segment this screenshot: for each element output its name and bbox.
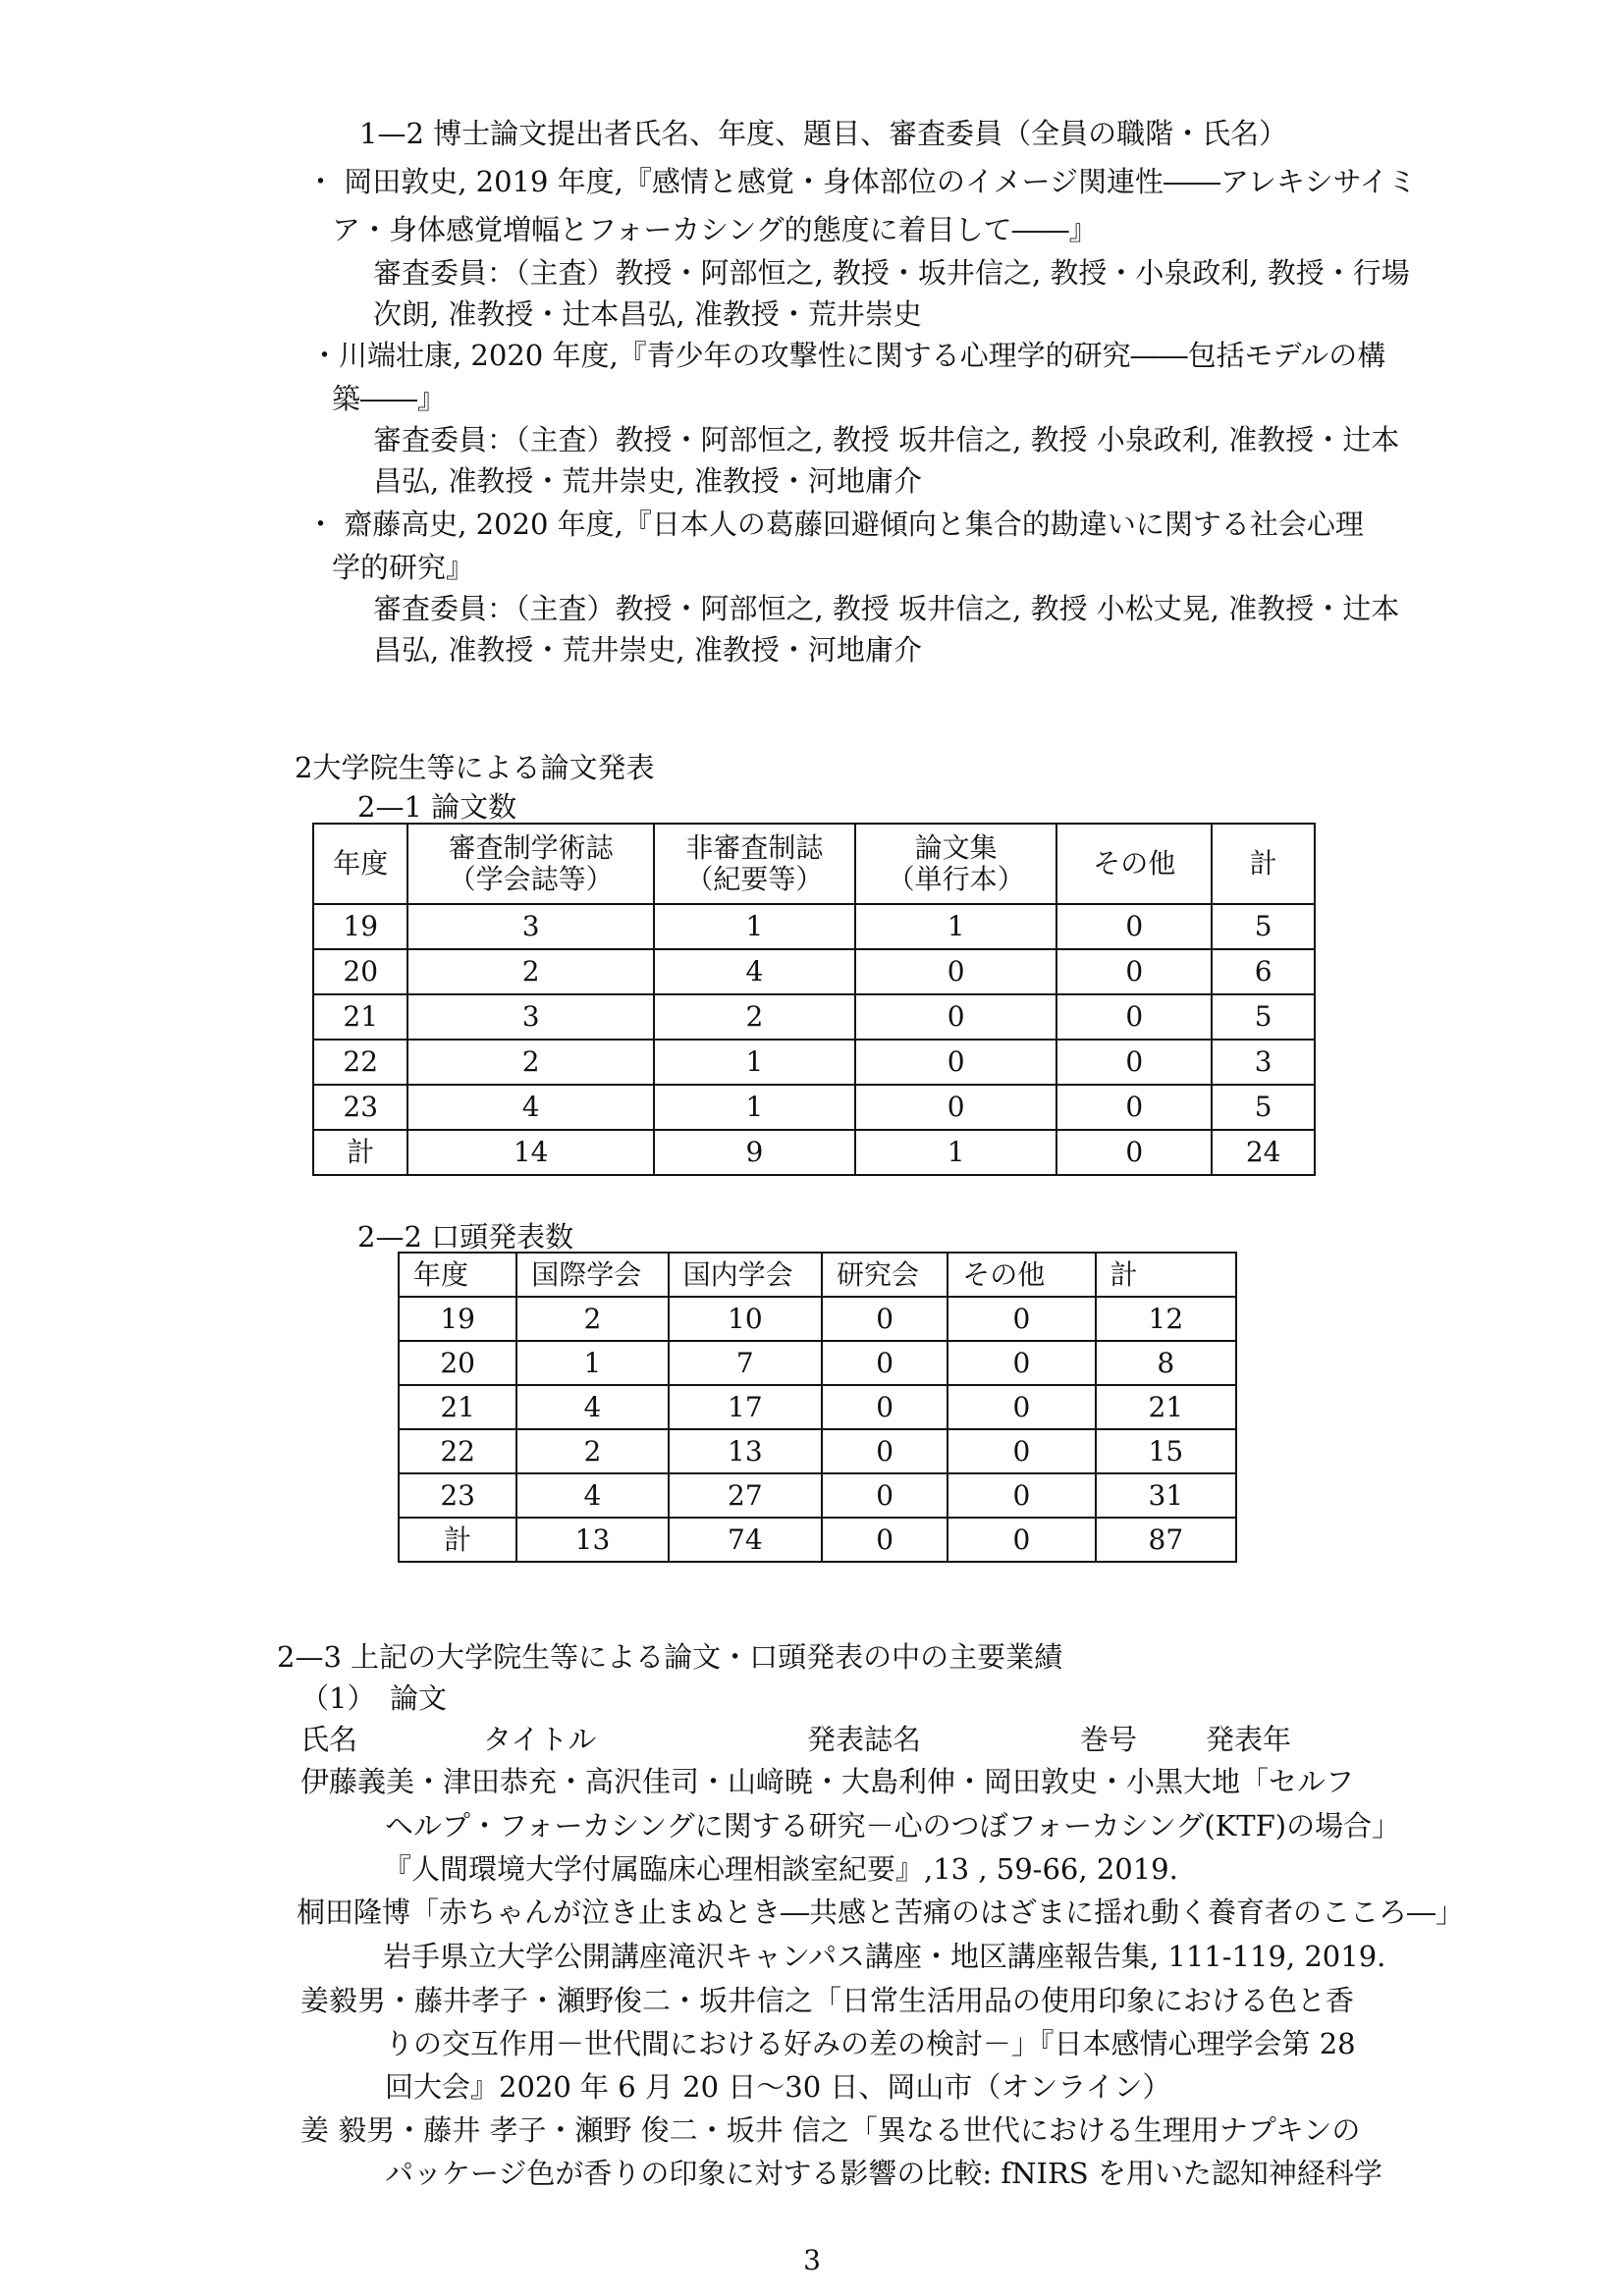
table-cell: 4 <box>407 1085 653 1130</box>
thesis-line: ・川端壮康, 2020 年度,『青少年の攻撃性に関する心理学的研究――包括モデルの構 <box>310 339 1386 372</box>
table-cell: 2 <box>516 1429 668 1473</box>
column-label-title: タイトル <box>483 1723 597 1756</box>
table-row <box>313 1040 1315 1085</box>
table-cell: 1 <box>654 1085 855 1130</box>
table-cell: 0 <box>1056 904 1212 949</box>
table-cell: 27 <box>669 1473 822 1518</box>
table-cell: 0 <box>822 1429 947 1473</box>
col-header: 国内学会 <box>669 1253 822 1297</box>
table-cell: 24 <box>1212 1130 1315 1175</box>
table-cell: 0 <box>822 1385 947 1429</box>
table-row <box>399 1429 1236 1473</box>
table-cell: 0 <box>1056 1130 1212 1175</box>
table-cell: 0 <box>822 1473 947 1518</box>
reference-line: パッケージ色が香りの印象に対する影響の比較: fNIRS を用いた認知神経科学 <box>385 2157 1382 2190</box>
table-cell: 15 <box>1096 1429 1236 1473</box>
reference-line: 伊藤義美・津田恭充・高沢佳司・山﨑暁・大島利伸・岡田敦史・小黒大地「セルフ <box>300 1765 1355 1798</box>
table-header-row <box>399 1253 1236 1297</box>
table-cell: 74 <box>669 1518 822 1562</box>
section-2-1-heading: 2—1 論文数 <box>357 790 517 824</box>
col-header: その他 <box>1056 824 1212 904</box>
table-cell: 13 <box>669 1429 822 1473</box>
reference-line: 『人間環境大学付属臨床心理相談室紀要』,13 , 59-66, 2019. <box>383 1852 1178 1886</box>
table-cell: 2 <box>407 949 653 994</box>
table-cell: 10 <box>669 1297 822 1341</box>
table-cell: 21 <box>399 1385 516 1429</box>
table-cell: 23 <box>313 1085 407 1130</box>
subsection-heading: （1） 論文 <box>300 1682 447 1715</box>
table-cell: 20 <box>399 1341 516 1385</box>
thesis-line: ・ 岡田敦史, 2019 年度,『感情と感覚・身体部位のイメージ関連性――アレキシサイミ <box>306 165 1417 198</box>
table-cell: 17 <box>669 1385 822 1429</box>
table-cell: 19 <box>399 1297 516 1341</box>
committee-line: 昌弘, 准教授・荒井崇史, 准教授・河地庸介 <box>373 464 922 498</box>
table-cell: 0 <box>1056 994 1212 1040</box>
table-cell: 0 <box>947 1385 1095 1429</box>
table-cell: 0 <box>855 994 1056 1040</box>
col-header: 審査制学術誌 （学会誌等） <box>407 824 653 904</box>
table-cell: 4 <box>516 1385 668 1429</box>
page-number: 3 <box>803 2244 821 2276</box>
table-row <box>399 1473 1236 1518</box>
col-header: 計 <box>1096 1253 1236 1297</box>
thesis-line: ・ 齋藤高史, 2020 年度,『日本人の葛藤回避傾向と集合的勘違いに関する社会心理 <box>306 507 1364 541</box>
col-header: 国際学会 <box>516 1253 668 1297</box>
table-cell: 0 <box>1056 1040 1212 1085</box>
table-cell: 20 <box>313 949 407 994</box>
table-row <box>313 949 1315 994</box>
table-cell: 0 <box>1056 1085 1212 1130</box>
table-cell: 0 <box>947 1297 1095 1341</box>
reference-line: 姜 毅男・藤井 孝子・瀬野 俊二・坂井 信之「異なる世代における生理用ナプキンの <box>300 2113 1361 2147</box>
table-cell: 1 <box>855 904 1056 949</box>
table-cell: 計 <box>399 1518 516 1562</box>
thesis-line: 築――』 <box>332 382 447 415</box>
table-total-row <box>399 1518 1236 1562</box>
column-label-volume: 巻号 <box>1080 1723 1138 1756</box>
table-cell: 0 <box>822 1297 947 1341</box>
section-2-2-heading: 2—2 口頭発表数 <box>357 1220 574 1254</box>
table-cell: 0 <box>822 1341 947 1385</box>
section-2-3-heading: 2—3 上記の大学院生等による論文・口頭発表の中の主要業績 <box>277 1640 1063 1674</box>
section-1-2-heading: 1—2 博士論文提出者氏名、年度、題目、審査委員（全員の職階・氏名） <box>359 117 1288 150</box>
table-total-row <box>313 1130 1315 1175</box>
table-cell: 8 <box>1096 1341 1236 1385</box>
table-cell: 1 <box>855 1130 1056 1175</box>
table-row <box>313 994 1315 1040</box>
table-cell: 2 <box>407 1040 653 1085</box>
col-header: 論文集 （単行本） <box>855 824 1056 904</box>
reference-line: 回大会』2020 年 6 月 20 日～30 日、岡山市（オンライン） <box>385 2070 1171 2104</box>
committee-line: 審査委員：（主査）教授・阿部恒之, 教授 坂井信之, 教授 小松丈晃, 准教授・辻本 <box>373 592 1400 625</box>
col-header: 年度 <box>399 1253 516 1297</box>
table-cell: 22 <box>399 1429 516 1473</box>
reference-line: 姜毅男・藤井孝子・瀬野俊二・坂井信之「日常生活用品の使用印象における色と香 <box>300 1984 1355 2017</box>
table-cell: 23 <box>399 1473 516 1518</box>
table-cell: 22 <box>313 1040 407 1085</box>
table-cell: 3 <box>407 994 653 1040</box>
table-cell: 21 <box>1096 1385 1236 1429</box>
col-header: 非審査制誌 （紀要等） <box>654 824 855 904</box>
table-cell: 0 <box>947 1473 1095 1518</box>
table-row <box>399 1341 1236 1385</box>
table-cell: 0 <box>1056 949 1212 994</box>
column-label-name: 氏名 <box>300 1723 358 1756</box>
table-cell: 31 <box>1096 1473 1236 1518</box>
table-row <box>313 904 1315 949</box>
committee-line: 次朗, 准教授・辻本昌弘, 准教授・荒井崇史 <box>373 297 922 331</box>
table-cell: 0 <box>947 1429 1095 1473</box>
table-cell: 7 <box>669 1341 822 1385</box>
table-cell: 14 <box>407 1130 653 1175</box>
table-cell: 13 <box>516 1518 668 1562</box>
table-cell: 21 <box>313 994 407 1040</box>
table-row <box>399 1385 1236 1429</box>
reference-line: 桐田隆博「赤ちゃんが泣き止まぬとき―共感と苦痛のはざまに揺れ動く養育者のこころ―」 <box>297 1896 1465 1929</box>
thesis-line: ア・身体感覚増幅とフォーカシング的態度に着目して――』 <box>332 213 1098 246</box>
table-cell: 6 <box>1212 949 1315 994</box>
table-cell: 2 <box>654 994 855 1040</box>
table-cell: 1 <box>516 1341 668 1385</box>
table-cell: 2 <box>516 1297 668 1341</box>
paper-count-table <box>312 823 1316 1176</box>
reference-line: 岩手県立大学公開講座滝沢キャンパス講座・地区講座報告集, 111-119, 2019. <box>383 1940 1386 1973</box>
table-cell: 0 <box>855 949 1056 994</box>
table-row <box>313 1085 1315 1130</box>
table-cell: 0 <box>855 1085 1056 1130</box>
column-label-journal: 発表誌名 <box>807 1723 922 1756</box>
col-header: 計 <box>1212 824 1315 904</box>
table-cell: 5 <box>1212 994 1315 1040</box>
table-header-row <box>313 824 1315 904</box>
table-cell: 5 <box>1212 904 1315 949</box>
thesis-line: 学的研究』 <box>332 551 475 584</box>
table-cell: 4 <box>654 949 855 994</box>
reference-line: りの交互作用－世代間における好みの差の検討－」『日本感情心理学会第 28 <box>385 2027 1356 2060</box>
oral-presentation-table <box>398 1252 1237 1563</box>
col-header: 研究会 <box>822 1253 947 1297</box>
table-cell: 0 <box>947 1518 1095 1562</box>
table-cell: 1 <box>654 1040 855 1085</box>
section-2-heading: 2大学院生等による論文発表 <box>295 751 655 784</box>
table-cell: 1 <box>654 904 855 949</box>
table-cell: 3 <box>407 904 653 949</box>
table-cell: 5 <box>1212 1085 1315 1130</box>
column-label-year: 発表年 <box>1206 1723 1292 1756</box>
table-cell: 87 <box>1096 1518 1236 1562</box>
table-cell: 計 <box>313 1130 407 1175</box>
col-header: その他 <box>947 1253 1095 1297</box>
reference-line: ヘルプ・フォーカシングに関する研究－心のつぼフォーカシング(KTF)の場合」 <box>385 1809 1401 1842</box>
committee-line: 審査委員：（主査）教授・阿部恒之, 教授 坂井信之, 教授 小泉政利, 准教授・辻本 <box>373 423 1400 456</box>
table-cell: 12 <box>1096 1297 1236 1341</box>
table-cell: 0 <box>855 1040 1056 1085</box>
table-cell: 19 <box>313 904 407 949</box>
col-header: 年度 <box>313 824 407 904</box>
table-cell: 0 <box>822 1518 947 1562</box>
table-cell: 0 <box>947 1341 1095 1385</box>
table-cell: 9 <box>654 1130 855 1175</box>
committee-line: 審査委員：（主査）教授・阿部恒之, 教授・坂井信之, 教授・小泉政利, 教授・行場 <box>373 256 1410 290</box>
table-cell: 4 <box>516 1473 668 1518</box>
table-cell: 3 <box>1212 1040 1315 1085</box>
committee-line: 昌弘, 准教授・荒井崇史, 准教授・河地庸介 <box>373 633 922 667</box>
table-row <box>399 1297 1236 1341</box>
